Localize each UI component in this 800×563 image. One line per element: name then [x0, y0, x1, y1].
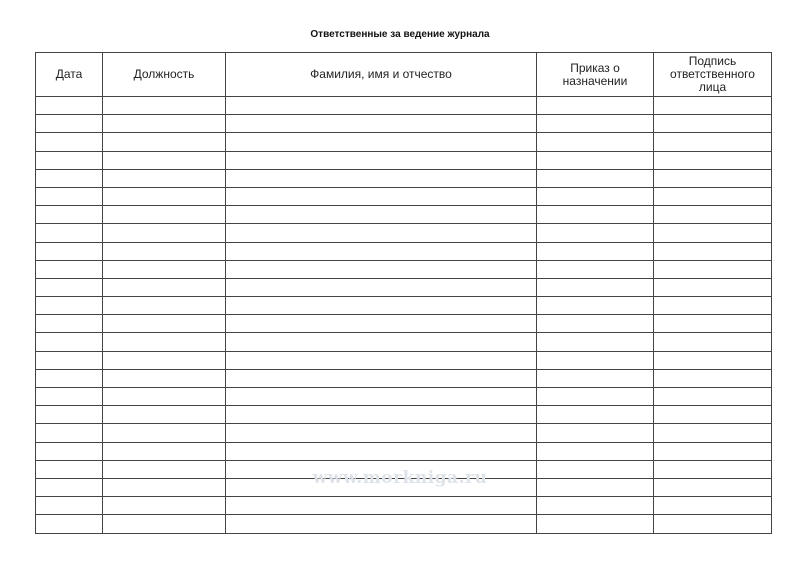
table-cell[interactable]: [103, 351, 226, 369]
table-cell[interactable]: [226, 242, 537, 260]
table-cell[interactable]: [537, 169, 654, 187]
table-cell[interactable]: [103, 424, 226, 442]
table-cell[interactable]: [36, 187, 103, 205]
table-cell[interactable]: [226, 278, 537, 296]
table-cell[interactable]: [537, 442, 654, 460]
table-cell[interactable]: [537, 297, 654, 315]
table-cell[interactable]: [654, 97, 772, 115]
table-row: [36, 151, 772, 169]
table-cell[interactable]: [226, 424, 537, 442]
table-cell[interactable]: [226, 151, 537, 169]
table-body: [36, 97, 772, 534]
table-row: [36, 478, 772, 496]
table-cell[interactable]: [103, 133, 226, 151]
table-cell[interactable]: [36, 369, 103, 387]
table-cell[interactable]: [103, 115, 226, 133]
table-row: [36, 315, 772, 333]
table-cell[interactable]: [103, 333, 226, 351]
table-cell[interactable]: [103, 151, 226, 169]
table-cell[interactable]: [537, 406, 654, 424]
table-cell[interactable]: [36, 115, 103, 133]
table-row: [36, 260, 772, 278]
table-cell[interactable]: [103, 297, 226, 315]
table-cell[interactable]: [103, 278, 226, 296]
table-cell[interactable]: [103, 442, 226, 460]
table-cell[interactable]: [537, 278, 654, 296]
table-cell[interactable]: [654, 133, 772, 151]
table-cell[interactable]: [226, 224, 537, 242]
table-cell[interactable]: [36, 297, 103, 315]
table-cell[interactable]: [226, 388, 537, 406]
table-cell[interactable]: [537, 369, 654, 387]
table-cell[interactable]: [36, 388, 103, 406]
table-cell[interactable]: [103, 388, 226, 406]
table-cell[interactable]: [36, 351, 103, 369]
table-cell[interactable]: [654, 224, 772, 242]
table-cell[interactable]: [103, 206, 226, 224]
table-cell[interactable]: [226, 460, 537, 478]
table-row: [36, 406, 772, 424]
table-cell[interactable]: [537, 460, 654, 478]
table-row: [36, 497, 772, 515]
table-row: [36, 442, 772, 460]
table-row: [36, 169, 772, 187]
table-cell[interactable]: [537, 424, 654, 442]
table-cell[interactable]: [654, 206, 772, 224]
table-row: [36, 424, 772, 442]
table-cell[interactable]: [226, 515, 537, 533]
table-cell[interactable]: [36, 206, 103, 224]
table-cell[interactable]: [537, 242, 654, 260]
column-header-appointment-order: Приказ о назначении: [537, 53, 654, 97]
table-cell[interactable]: [654, 406, 772, 424]
table-cell[interactable]: [537, 206, 654, 224]
table-cell[interactable]: [103, 187, 226, 205]
table-cell[interactable]: [226, 115, 537, 133]
table-cell[interactable]: [537, 333, 654, 351]
table-cell[interactable]: [226, 478, 537, 496]
table-cell[interactable]: [36, 460, 103, 478]
table-cell[interactable]: [654, 333, 772, 351]
table-cell[interactable]: [103, 224, 226, 242]
table-cell[interactable]: [654, 478, 772, 496]
table-cell[interactable]: [537, 224, 654, 242]
table-cell[interactable]: [226, 333, 537, 351]
table-cell[interactable]: [36, 478, 103, 496]
table-row: [36, 388, 772, 406]
table-cell[interactable]: [654, 242, 772, 260]
table-cell[interactable]: [537, 478, 654, 496]
table-cell[interactable]: [36, 260, 103, 278]
table-cell[interactable]: [103, 260, 226, 278]
table-cell[interactable]: [103, 169, 226, 187]
table-row: [36, 242, 772, 260]
table-cell[interactable]: [654, 297, 772, 315]
watermark: www.morkniga.ru: [312, 468, 488, 488]
table-cell[interactable]: [103, 97, 226, 115]
table-cell[interactable]: [537, 151, 654, 169]
table-cell[interactable]: [36, 97, 103, 115]
table-row: [36, 133, 772, 151]
table-row: [36, 115, 772, 133]
table-cell[interactable]: [654, 187, 772, 205]
table-cell[interactable]: [537, 315, 654, 333]
table-cell[interactable]: [654, 442, 772, 460]
table-cell[interactable]: [36, 242, 103, 260]
table-row: [36, 351, 772, 369]
column-header-position: Должность: [103, 53, 226, 97]
table-cell[interactable]: [654, 497, 772, 515]
table-cell[interactable]: [226, 169, 537, 187]
table-row: [36, 369, 772, 387]
table-cell[interactable]: [103, 406, 226, 424]
table-row: [36, 224, 772, 242]
table-cell[interactable]: [36, 406, 103, 424]
table-cell[interactable]: [103, 460, 226, 478]
table-cell[interactable]: [226, 442, 537, 460]
table-cell[interactable]: [226, 97, 537, 115]
table-cell[interactable]: [226, 206, 537, 224]
table-cell[interactable]: [537, 351, 654, 369]
table-cell[interactable]: [537, 115, 654, 133]
table-cell[interactable]: [226, 187, 537, 205]
table-cell[interactable]: [103, 315, 226, 333]
table-cell[interactable]: [537, 133, 654, 151]
table-cell[interactable]: [36, 333, 103, 351]
table-row: [36, 97, 772, 115]
table-cell[interactable]: [537, 97, 654, 115]
table-cell[interactable]: [654, 260, 772, 278]
table-cell[interactable]: [654, 369, 772, 387]
table-cell[interactable]: [103, 497, 226, 515]
table-row: [36, 460, 772, 478]
table-cell[interactable]: [36, 424, 103, 442]
table-cell[interactable]: [103, 369, 226, 387]
responsible-persons-table: [35, 52, 772, 534]
table-cell[interactable]: [36, 224, 103, 242]
table-cell[interactable]: [654, 169, 772, 187]
table-cell[interactable]: [654, 315, 772, 333]
table-cell[interactable]: [226, 351, 537, 369]
table-cell[interactable]: [36, 315, 103, 333]
table-cell[interactable]: [226, 315, 537, 333]
table-cell[interactable]: [226, 497, 537, 515]
table-row: [36, 206, 772, 224]
table-row: [36, 297, 772, 315]
document-title: Ответственные за ведение журнала: [310, 29, 490, 40]
table-cell[interactable]: [537, 260, 654, 278]
table-cell[interactable]: [654, 424, 772, 442]
table-cell[interactable]: [103, 478, 226, 496]
column-header-date: Дата: [36, 53, 103, 97]
column-header-signature: Подпись ответственного лица: [654, 53, 772, 97]
table-row: [36, 278, 772, 296]
table-cell[interactable]: [537, 515, 654, 533]
table-row: [36, 333, 772, 351]
table-cell[interactable]: [654, 460, 772, 478]
table-cell[interactable]: [654, 151, 772, 169]
table-cell[interactable]: [537, 388, 654, 406]
table-header-row: [36, 53, 772, 97]
table-row: [36, 187, 772, 205]
table-cell[interactable]: [226, 406, 537, 424]
table-cell[interactable]: [36, 278, 103, 296]
table-cell[interactable]: [537, 187, 654, 205]
column-header-full-name: Фамилия, имя и отчество: [226, 53, 537, 97]
table-cell[interactable]: [103, 515, 226, 533]
table-cell[interactable]: [226, 133, 537, 151]
table-cell[interactable]: [226, 260, 537, 278]
table-cell[interactable]: [226, 297, 537, 315]
table-cell[interactable]: [226, 369, 537, 387]
table-cell[interactable]: [537, 497, 654, 515]
table-cell[interactable]: [36, 133, 103, 151]
table-cell[interactable]: [36, 169, 103, 187]
table-cell[interactable]: [103, 242, 226, 260]
table-cell[interactable]: [36, 151, 103, 169]
table-cell[interactable]: [36, 442, 103, 460]
table-cell[interactable]: [654, 515, 772, 533]
table-row: [36, 515, 772, 533]
table-cell[interactable]: [654, 278, 772, 296]
table-cell[interactable]: [36, 515, 103, 533]
table-cell[interactable]: [654, 351, 772, 369]
table-cell[interactable]: [654, 388, 772, 406]
table-cell[interactable]: [654, 115, 772, 133]
table-cell[interactable]: [36, 497, 103, 515]
